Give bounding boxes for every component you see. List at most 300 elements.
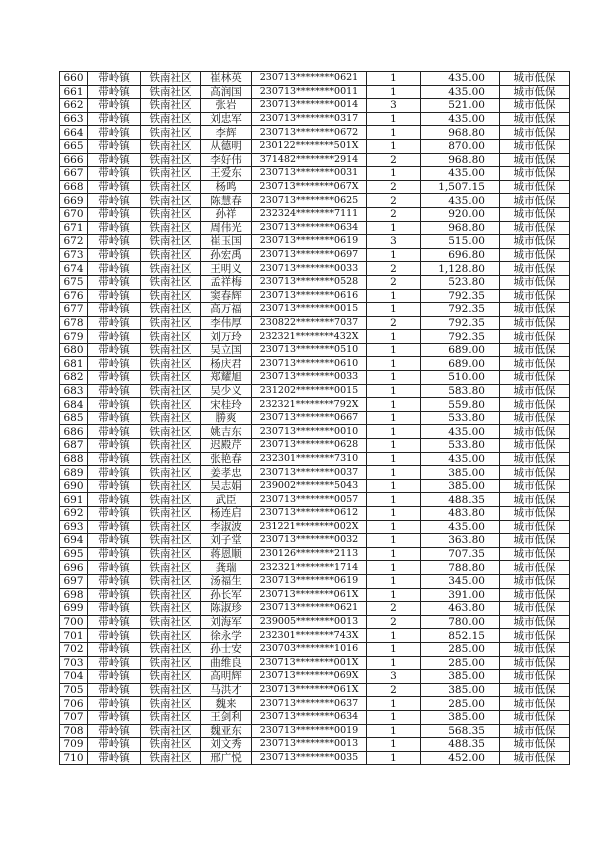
row-number-cell: 675 — [60, 275, 88, 289]
name-cell: 孙宏禹 — [201, 248, 252, 262]
town-cell: 带岭镇 — [88, 574, 141, 588]
assistance-type-cell: 城市低保 — [500, 452, 570, 466]
community-cell: 铁南社区 — [141, 357, 201, 371]
community-cell: 铁南社区 — [141, 180, 201, 194]
household-size-cell: 1 — [367, 507, 421, 521]
name-cell: 汤福生 — [201, 574, 252, 588]
name-cell: 孙士安 — [201, 642, 252, 656]
row-number-cell: 680 — [60, 343, 88, 357]
community-cell: 铁南社区 — [141, 112, 201, 126]
assistance-type-cell: 城市低保 — [500, 642, 570, 656]
household-size-cell: 2 — [367, 615, 421, 629]
household-size-cell: 1 — [367, 126, 421, 140]
name-cell: 李淑波 — [201, 520, 252, 534]
row-number-cell: 666 — [60, 153, 88, 167]
name-cell: 崔林英 — [201, 72, 252, 86]
amount-cell: 696.80 — [421, 248, 500, 262]
assistance-type-cell: 城市低保 — [500, 139, 570, 153]
town-cell: 带岭镇 — [88, 479, 141, 493]
amount-cell: 870.00 — [421, 139, 500, 153]
community-cell: 铁南社区 — [141, 139, 201, 153]
id-number-cell: 231202********0015 — [252, 384, 367, 398]
id-number-cell: 230713********0037 — [252, 466, 367, 480]
assistance-type-cell: 城市低保 — [500, 262, 570, 276]
id-number-cell: 230713********0317 — [252, 112, 367, 126]
amount-cell: 435.00 — [421, 452, 500, 466]
name-cell: 邢广悦 — [201, 751, 252, 765]
community-cell: 铁南社区 — [141, 207, 201, 221]
town-cell: 带岭镇 — [88, 398, 141, 412]
amount-cell: 488.35 — [421, 738, 500, 752]
household-size-cell: 1 — [367, 72, 421, 86]
community-cell: 铁南社区 — [141, 738, 201, 752]
community-cell: 铁南社区 — [141, 479, 201, 493]
household-size-cell: 2 — [367, 602, 421, 616]
row-number-cell: 708 — [60, 724, 88, 738]
row-number-cell: 686 — [60, 425, 88, 439]
id-number-cell: 230713********0612 — [252, 507, 367, 521]
id-number-cell: 230713********0510 — [252, 343, 367, 357]
id-number-cell: 230713********0637 — [252, 697, 367, 711]
id-number-cell: 230713********061X — [252, 683, 367, 697]
row-number-cell: 707 — [60, 710, 88, 724]
amount-cell: 435.00 — [421, 425, 500, 439]
household-size-cell: 1 — [367, 371, 421, 385]
town-cell: 带岭镇 — [88, 72, 141, 86]
name-cell: 陈慧春 — [201, 194, 252, 208]
table-row — [60, 670, 570, 684]
household-size-cell: 3 — [367, 235, 421, 249]
town-cell: 带岭镇 — [88, 520, 141, 534]
table-row — [60, 615, 570, 629]
household-size-cell: 1 — [367, 452, 421, 466]
id-number-cell: 230713********0621 — [252, 72, 367, 86]
table-row — [60, 330, 570, 344]
name-cell: 张艳春 — [201, 452, 252, 466]
household-size-cell: 1 — [367, 303, 421, 317]
table-row — [60, 561, 570, 575]
row-number-cell: 676 — [60, 289, 88, 303]
assistance-type-cell: 城市低保 — [500, 683, 570, 697]
community-cell: 铁南社区 — [141, 275, 201, 289]
household-size-cell: 2 — [367, 180, 421, 194]
row-number-cell: 691 — [60, 493, 88, 507]
row-number-cell: 706 — [60, 697, 88, 711]
id-number-cell: 230713********0619 — [252, 574, 367, 588]
name-cell: 王剑利 — [201, 710, 252, 724]
row-number-cell: 673 — [60, 248, 88, 262]
row-number-cell: 681 — [60, 357, 88, 371]
community-cell: 铁南社区 — [141, 574, 201, 588]
community-cell: 铁南社区 — [141, 561, 201, 575]
table-row — [60, 411, 570, 425]
household-size-cell: 1 — [367, 85, 421, 99]
community-cell: 铁南社区 — [141, 520, 201, 534]
town-cell: 带岭镇 — [88, 452, 141, 466]
community-cell: 铁南社区 — [141, 602, 201, 616]
id-number-cell: 230713********0031 — [252, 167, 367, 181]
assistance-type-cell: 城市低保 — [500, 126, 570, 140]
amount-cell: 452.00 — [421, 751, 500, 765]
id-number-cell: 232321********1714 — [252, 561, 367, 575]
household-size-cell: 1 — [367, 629, 421, 643]
community-cell: 铁南社区 — [141, 507, 201, 521]
household-size-cell: 1 — [367, 439, 421, 453]
community-cell: 铁南社区 — [141, 235, 201, 249]
id-number-cell: 230713********0035 — [252, 751, 367, 765]
town-cell: 带岭镇 — [88, 85, 141, 99]
table-row — [60, 85, 570, 99]
name-cell: 杨庆君 — [201, 357, 252, 371]
assistance-type-cell: 城市低保 — [500, 343, 570, 357]
household-size-cell: 1 — [367, 561, 421, 575]
town-cell: 带岭镇 — [88, 411, 141, 425]
assistance-type-cell: 城市低保 — [500, 479, 570, 493]
id-number-cell: 230713********001X — [252, 656, 367, 670]
assistance-type-cell: 城市低保 — [500, 316, 570, 330]
assistance-type-cell: 城市低保 — [500, 167, 570, 181]
row-number-cell: 700 — [60, 615, 88, 629]
row-number-cell: 685 — [60, 411, 88, 425]
town-cell: 带岭镇 — [88, 629, 141, 643]
town-cell: 带岭镇 — [88, 207, 141, 221]
table-row — [60, 710, 570, 724]
household-size-cell: 1 — [367, 520, 421, 534]
table-row — [60, 357, 570, 371]
assistance-type-cell: 城市低保 — [500, 507, 570, 521]
household-size-cell: 1 — [367, 330, 421, 344]
town-cell: 带岭镇 — [88, 248, 141, 262]
name-cell: 王明义 — [201, 262, 252, 276]
id-number-cell: 371482********2914 — [252, 153, 367, 167]
row-number-cell: 684 — [60, 398, 88, 412]
table-row — [60, 425, 570, 439]
assistance-type-cell: 城市低保 — [500, 425, 570, 439]
name-cell: 武臣 — [201, 493, 252, 507]
amount-cell: 285.00 — [421, 697, 500, 711]
name-cell: 姜孝忠 — [201, 466, 252, 480]
town-cell: 带岭镇 — [88, 724, 141, 738]
name-cell: 刘海军 — [201, 615, 252, 629]
id-number-cell: 232301********7310 — [252, 452, 367, 466]
town-cell: 带岭镇 — [88, 439, 141, 453]
town-cell: 带岭镇 — [88, 547, 141, 561]
amount-cell: 533.80 — [421, 411, 500, 425]
amount-cell: 521.00 — [421, 99, 500, 113]
name-cell: 崔玉国 — [201, 235, 252, 249]
id-number-cell: 230713********0032 — [252, 534, 367, 548]
community-cell: 铁南社区 — [141, 425, 201, 439]
household-size-cell: 1 — [367, 642, 421, 656]
id-number-cell: 230713********0625 — [252, 194, 367, 208]
id-number-cell: 230713********0672 — [252, 126, 367, 140]
town-cell: 带岭镇 — [88, 357, 141, 371]
row-number-cell: 695 — [60, 547, 88, 561]
community-cell: 铁南社区 — [141, 126, 201, 140]
row-number-cell: 668 — [60, 180, 88, 194]
row-number-cell: 664 — [60, 126, 88, 140]
town-cell: 带岭镇 — [88, 153, 141, 167]
row-number-cell: 683 — [60, 384, 88, 398]
amount-cell: 483.80 — [421, 507, 500, 521]
table-row — [60, 221, 570, 235]
assistance-type-cell: 城市低保 — [500, 235, 570, 249]
assistance-type-cell: 城市低保 — [500, 112, 570, 126]
community-cell: 铁南社区 — [141, 221, 201, 235]
id-number-cell: 230703********1016 — [252, 642, 367, 656]
row-number-cell: 677 — [60, 303, 88, 317]
household-size-cell: 1 — [367, 411, 421, 425]
amount-cell: 385.00 — [421, 670, 500, 684]
table-body — [60, 72, 570, 765]
community-cell: 铁南社区 — [141, 72, 201, 86]
name-cell: 刘文秀 — [201, 738, 252, 752]
table-row — [60, 547, 570, 561]
amount-cell: 435.00 — [421, 194, 500, 208]
name-cell: 陈淑珍 — [201, 602, 252, 616]
household-size-cell: 2 — [367, 275, 421, 289]
id-number-cell: 230122********501X — [252, 139, 367, 153]
table-row — [60, 520, 570, 534]
table-row — [60, 207, 570, 221]
household-size-cell: 1 — [367, 248, 421, 262]
amount-cell: 559.80 — [421, 398, 500, 412]
name-cell: 王爱东 — [201, 167, 252, 181]
id-number-cell: 230713********0528 — [252, 275, 367, 289]
assistance-type-cell: 城市低保 — [500, 697, 570, 711]
community-cell: 铁南社区 — [141, 656, 201, 670]
name-cell: 吴志娟 — [201, 479, 252, 493]
row-number-cell: 696 — [60, 561, 88, 575]
table-row — [60, 316, 570, 330]
name-cell: 周伟光 — [201, 221, 252, 235]
assistance-type-cell: 城市低保 — [500, 330, 570, 344]
table-row — [60, 724, 570, 738]
id-number-cell: 230713********0634 — [252, 221, 367, 235]
town-cell: 带岭镇 — [88, 507, 141, 521]
assistance-type-cell: 城市低保 — [500, 547, 570, 561]
table-row — [60, 656, 570, 670]
amount-cell: 385.00 — [421, 683, 500, 697]
row-number-cell: 682 — [60, 371, 88, 385]
assistance-type-cell: 城市低保 — [500, 153, 570, 167]
community-cell: 铁南社区 — [141, 384, 201, 398]
row-number-cell: 662 — [60, 99, 88, 113]
community-cell: 铁南社区 — [141, 330, 201, 344]
household-size-cell: 1 — [367, 547, 421, 561]
assistance-type-cell: 城市低保 — [500, 520, 570, 534]
town-cell: 带岭镇 — [88, 126, 141, 140]
id-number-cell: 230713********0619 — [252, 235, 367, 249]
assistance-type-cell: 城市低保 — [500, 99, 570, 113]
id-number-cell: 230822********7037 — [252, 316, 367, 330]
community-cell: 铁南社区 — [141, 85, 201, 99]
assistance-type-cell: 城市低保 — [500, 411, 570, 425]
town-cell: 带岭镇 — [88, 221, 141, 235]
name-cell: 宋桂玲 — [201, 398, 252, 412]
amount-cell: 463.80 — [421, 602, 500, 616]
town-cell: 带岭镇 — [88, 262, 141, 276]
amount-cell: 523.80 — [421, 275, 500, 289]
row-number-cell: 660 — [60, 72, 88, 86]
town-cell: 带岭镇 — [88, 493, 141, 507]
amount-cell: 385.00 — [421, 466, 500, 480]
row-number-cell: 687 — [60, 439, 88, 453]
row-number-cell: 709 — [60, 738, 88, 752]
household-size-cell: 1 — [367, 167, 421, 181]
household-size-cell: 1 — [367, 466, 421, 480]
amount-cell: 568.35 — [421, 724, 500, 738]
table-row — [60, 642, 570, 656]
community-cell: 铁南社区 — [141, 724, 201, 738]
assistance-type-cell: 城市低保 — [500, 398, 570, 412]
name-cell: 迟殿芹 — [201, 439, 252, 453]
table-row — [60, 602, 570, 616]
row-number-cell: 679 — [60, 330, 88, 344]
town-cell: 带岭镇 — [88, 561, 141, 575]
row-number-cell: 663 — [60, 112, 88, 126]
amount-cell: 435.00 — [421, 112, 500, 126]
name-cell: 曲维良 — [201, 656, 252, 670]
table-row — [60, 248, 570, 262]
id-number-cell: 230713********0013 — [252, 738, 367, 752]
household-size-cell: 1 — [367, 425, 421, 439]
amount-cell: 363.80 — [421, 534, 500, 548]
household-size-cell: 1 — [367, 384, 421, 398]
name-cell: 孙祥 — [201, 207, 252, 221]
row-number-cell: 697 — [60, 574, 88, 588]
town-cell: 带岭镇 — [88, 275, 141, 289]
amount-cell: 435.00 — [421, 85, 500, 99]
town-cell: 带岭镇 — [88, 289, 141, 303]
assistance-type-cell: 城市低保 — [500, 602, 570, 616]
household-size-cell: 1 — [367, 398, 421, 412]
town-cell: 带岭镇 — [88, 139, 141, 153]
household-size-cell: 1 — [367, 534, 421, 548]
table-row — [60, 153, 570, 167]
household-size-cell: 1 — [367, 289, 421, 303]
amount-cell: 689.00 — [421, 343, 500, 357]
table-row — [60, 289, 570, 303]
community-cell: 铁南社区 — [141, 439, 201, 453]
name-cell: 马洪才 — [201, 683, 252, 697]
name-cell: 吴少义 — [201, 384, 252, 398]
town-cell: 带岭镇 — [88, 697, 141, 711]
id-number-cell: 231221********002X — [252, 520, 367, 534]
table-row — [60, 574, 570, 588]
amount-cell: 792.35 — [421, 316, 500, 330]
community-cell: 铁南社区 — [141, 683, 201, 697]
row-number-cell: 703 — [60, 656, 88, 670]
amount-cell: 968.80 — [421, 126, 500, 140]
row-number-cell: 667 — [60, 167, 88, 181]
household-size-cell: 1 — [367, 479, 421, 493]
community-cell: 铁南社区 — [141, 371, 201, 385]
household-size-cell: 2 — [367, 683, 421, 697]
id-number-cell: 230713********0010 — [252, 425, 367, 439]
table-row — [60, 452, 570, 466]
name-cell: 杨连启 — [201, 507, 252, 521]
table-row — [60, 697, 570, 711]
amount-cell: 788.80 — [421, 561, 500, 575]
name-cell: 刘万玲 — [201, 330, 252, 344]
row-number-cell: 694 — [60, 534, 88, 548]
assistance-type-cell: 城市低保 — [500, 248, 570, 262]
table-row — [60, 262, 570, 276]
amount-cell: 285.00 — [421, 642, 500, 656]
row-number-cell: 701 — [60, 629, 88, 643]
id-number-cell: 239002********5043 — [252, 479, 367, 493]
community-cell: 铁南社区 — [141, 289, 201, 303]
town-cell: 带岭镇 — [88, 316, 141, 330]
household-size-cell: 1 — [367, 574, 421, 588]
assistance-type-cell: 城市低保 — [500, 357, 570, 371]
town-cell: 带岭镇 — [88, 112, 141, 126]
name-cell: 张岩 — [201, 99, 252, 113]
community-cell: 铁南社区 — [141, 194, 201, 208]
community-cell: 铁南社区 — [141, 466, 201, 480]
community-cell: 铁南社区 — [141, 642, 201, 656]
table-row — [60, 588, 570, 602]
row-number-cell: 670 — [60, 207, 88, 221]
name-cell: 魏亚东 — [201, 724, 252, 738]
low-income-roster-table — [59, 71, 570, 765]
id-number-cell: 230713********069X — [252, 670, 367, 684]
name-cell: 姚吉东 — [201, 425, 252, 439]
community-cell: 铁南社区 — [141, 670, 201, 684]
id-number-cell: 230713********0033 — [252, 371, 367, 385]
name-cell: 郑耀旭 — [201, 371, 252, 385]
id-number-cell: 230713********0621 — [252, 602, 367, 616]
household-size-cell: 1 — [367, 139, 421, 153]
household-size-cell: 2 — [367, 207, 421, 221]
row-number-cell: 698 — [60, 588, 88, 602]
community-cell: 铁南社区 — [141, 303, 201, 317]
town-cell: 带岭镇 — [88, 425, 141, 439]
community-cell: 铁南社区 — [141, 697, 201, 711]
id-number-cell: 232321********432X — [252, 330, 367, 344]
name-cell: 刘忠军 — [201, 112, 252, 126]
id-number-cell: 230713********0667 — [252, 411, 367, 425]
name-cell: 高万福 — [201, 303, 252, 317]
assistance-type-cell: 城市低保 — [500, 588, 570, 602]
table-row — [60, 112, 570, 126]
row-number-cell: 669 — [60, 194, 88, 208]
household-size-cell: 2 — [367, 194, 421, 208]
table-row — [60, 303, 570, 317]
row-number-cell: 671 — [60, 221, 88, 235]
household-size-cell: 1 — [367, 357, 421, 371]
amount-cell: 792.35 — [421, 330, 500, 344]
community-cell: 铁南社区 — [141, 452, 201, 466]
id-number-cell: 232321********792X — [252, 398, 367, 412]
town-cell: 带岭镇 — [88, 371, 141, 385]
amount-cell: 689.00 — [421, 357, 500, 371]
row-number-cell: 678 — [60, 316, 88, 330]
amount-cell: 285.00 — [421, 656, 500, 670]
row-number-cell: 661 — [60, 85, 88, 99]
household-size-cell: 1 — [367, 738, 421, 752]
community-cell: 铁南社区 — [141, 547, 201, 561]
household-size-cell: 1 — [367, 751, 421, 765]
row-number-cell: 690 — [60, 479, 88, 493]
id-number-cell: 230713********0033 — [252, 262, 367, 276]
town-cell: 带岭镇 — [88, 303, 141, 317]
community-cell: 铁南社区 — [141, 615, 201, 629]
amount-cell: 385.00 — [421, 479, 500, 493]
id-number-cell: 230126********2113 — [252, 547, 367, 561]
id-number-cell: 230713********0634 — [252, 710, 367, 724]
